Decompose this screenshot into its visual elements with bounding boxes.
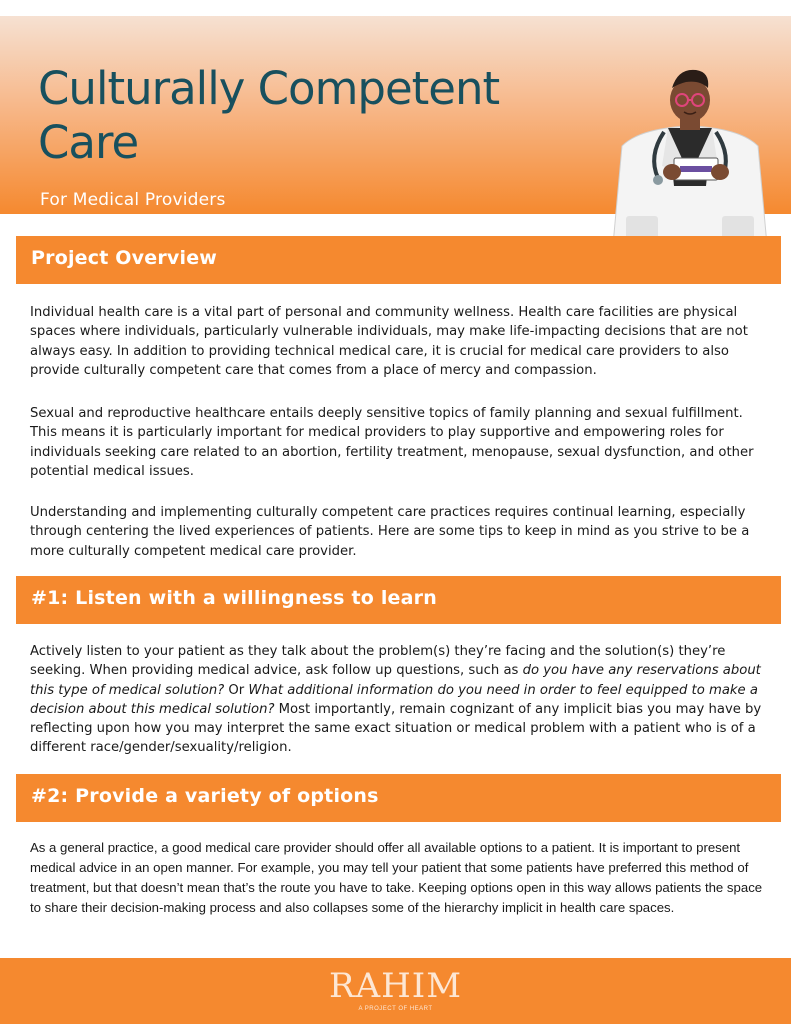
- page-subtitle: For Medical Providers: [40, 190, 226, 210]
- overview-paragraph-2: Sexual and reproductive healthcare entails deeply sensitive topics of family planning and sexual fulfillment. This means it is particularly important for medical providers to play supportive and empowering roles for individuals seeking care related to an abortion, fertility treatment, menopause, sexual dysfunction, and other potential medical issues.: [30, 406, 754, 479]
- tip1-text-a: Actively listen to your patient as they talk about the problem(s) they’re facing and the solution(s) they’re seeking. When providing medical advice, ask follow up questions, such as: [30, 644, 726, 679]
- footer-banner: [0, 958, 791, 1024]
- section-tip1-heading: #1: Listen with a willingness to learn: [31, 587, 437, 609]
- section-overview-bar: [16, 236, 781, 284]
- section-tip1-bar: [16, 576, 781, 624]
- rahim-logo: RAHIM: [328, 966, 463, 1006]
- tip1-text-b: Or: [224, 682, 249, 698]
- section-tip2-heading: #2: Provide a variety of options: [31, 785, 379, 807]
- section-tip2-bar: [16, 774, 781, 822]
- rahim-logo-subtitle: A PROJECT OF HEART: [358, 1006, 433, 1012]
- tip1-text-c: Most importantly, remain cognizant of any implicit bias you may have by reflecting upon how you may interpret the same exact situation or medical problem with a patient who is of a different race/gender/sexuality/religion.: [30, 701, 762, 756]
- tip1-italic-a: do you have any reservations about this type of medical solution?: [30, 663, 761, 698]
- tip1-paragraph: [30, 642, 770, 758]
- overview-paragraph-3: Understanding and implementing culturally competent care practices requires continual learning, especially through centering the lived experiences of patients. Here are some tips to keep in mind as you strive to be a more culturally competent medical care provider.: [30, 505, 750, 559]
- tip2-paragraph: As a general practice, a good medical care provider should offer all available options to a patient. It is important to present medical advice in an open manner. For example, you may tell your patient that some patients have preferred this method of treatment, but that doesn’t mean that’s the route you have to take. Keeping options open in this way allows patients the space to share their decision-making process and also collapses some of the hierarchy implicit in health care spaces.: [30, 840, 763, 915]
- tip1-italic-b: What additional information do you need in order to feel equipped to make a decision about this medical solution?: [30, 682, 758, 717]
- section-overview-heading: Project Overview: [31, 247, 218, 269]
- page-title: Culturally Competent Care: [38, 62, 500, 169]
- overview-paragraph-1: Individual health care is a vital part of personal and community wellness. Health care facilities are physical spaces where individuals, particularly vulnerable individuals, may make life-impacting decisions that are not always easy. In addition to providing technical medical care, it is crucial for medical care providers to also provide culturally competent care that comes from a place of mercy and compassion.: [30, 305, 748, 378]
